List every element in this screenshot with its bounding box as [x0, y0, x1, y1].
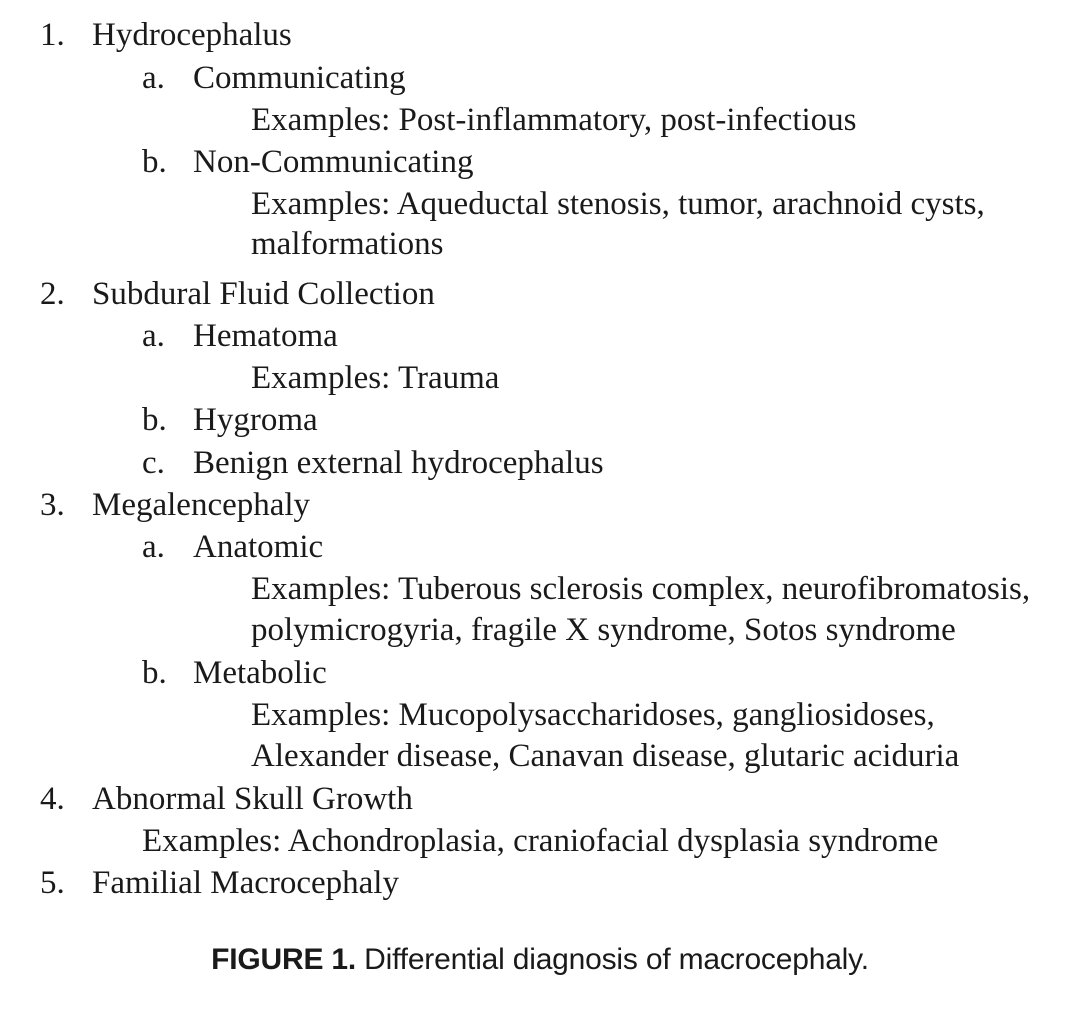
- item-1a-examples: Examples: Post-inflammatory, post-infectious: [251, 102, 857, 138]
- item-2b-marker: b.: [142, 402, 167, 438]
- item-5-marker: 5.: [40, 865, 65, 901]
- item-3a-examples-line-1: Examples: Tuberous sclerosis complex, neurofibromatosis,: [251, 571, 1031, 607]
- figure-caption: [0, 940, 1080, 980]
- item-3a-examples-line-2: polymicrogyria, fragile X syndrome, Sotos syndrome: [251, 612, 956, 648]
- figure-caption-text: Differential diagnosis of macrocephaly.: [364, 943, 869, 976]
- item-3a-marker: a.: [142, 529, 165, 565]
- item-1-marker: 1.: [40, 17, 65, 53]
- item-2a-title: Hematoma: [193, 318, 338, 354]
- item-4-marker: 4.: [40, 781, 65, 817]
- item-3-marker: 3.: [40, 487, 65, 523]
- item-1b-examples-line-1: Examples: Aqueductal stenosis, tumor, arachnoid cysts,: [251, 186, 985, 222]
- item-3b-title: Metabolic: [193, 655, 327, 691]
- item-1-title: Hydrocephalus: [92, 17, 292, 53]
- item-3-title: Megalencephaly: [92, 487, 311, 523]
- item-3b-marker: b.: [142, 655, 167, 691]
- item-1b-marker: b.: [142, 144, 167, 180]
- item-2b-title: Hygroma: [193, 402, 318, 438]
- item-1a-title: Communicating: [193, 60, 406, 96]
- item-3b-examples-line-1: Examples: Mucopolysaccharidoses, gangliosidoses,: [251, 697, 935, 733]
- figure-caption-label: FIGURE 1.: [211, 943, 357, 976]
- item-1b-title: Non-Communicating: [193, 144, 474, 180]
- item-5-title: Familial Macrocephaly: [92, 865, 399, 901]
- item-3a-title: Anatomic: [193, 529, 324, 565]
- item-3b-examples-line-2: Alexander disease, Canavan disease, glutaric aciduria: [251, 738, 960, 774]
- item-2a-examples: Examples: Trauma: [251, 360, 500, 396]
- item-2-marker: 2.: [40, 276, 65, 312]
- item-1a-marker: a.: [142, 60, 165, 96]
- item-2c-title: Benign external hydrocephalus: [193, 445, 604, 481]
- item-1b-examples-line-2: malformations: [251, 226, 444, 262]
- item-2-title: Subdural Fluid Collection: [92, 276, 435, 312]
- item-4-title: Abnormal Skull Growth: [92, 781, 413, 817]
- item-2c-marker: c.: [142, 445, 165, 481]
- item-4-examples: Examples: Achondroplasia, craniofacial dysplasia syndrome: [142, 823, 939, 859]
- item-2a-marker: a.: [142, 318, 165, 354]
